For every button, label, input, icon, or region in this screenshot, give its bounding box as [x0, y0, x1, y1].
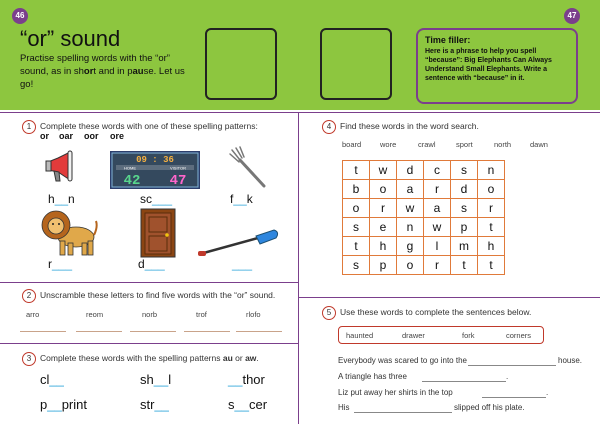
sentence-4-start: His — [338, 403, 350, 412]
exercise-2-number: 2 — [22, 289, 36, 303]
word-d: d___ — [138, 257, 165, 271]
exercise-4-instruction: Find these words in the word search. — [340, 121, 479, 131]
grid-cell[interactable]: r — [370, 199, 397, 218]
grid-cell[interactable]: h — [478, 237, 505, 256]
grid-cell[interactable]: b — [343, 180, 370, 199]
bank-word-fork: fork — [462, 331, 475, 340]
exercise-1-number: 1 — [22, 120, 36, 134]
lion-picture — [40, 207, 98, 257]
answer-line-5[interactable] — [236, 331, 282, 332]
pattern-ore: ore — [110, 131, 125, 141]
sentence-2-blank[interactable] — [422, 381, 506, 382]
exercise-3-number: 3 — [22, 352, 36, 366]
horn-picture — [42, 150, 78, 184]
grid-cell[interactable]: t — [478, 218, 505, 237]
scoreboard-picture — [110, 151, 200, 189]
sentence-3-blank[interactable] — [482, 397, 546, 398]
grid-cell[interactable]: m — [451, 237, 478, 256]
scoreboard-home-score: 42 — [123, 173, 141, 189]
grid-cell[interactable]: g — [397, 237, 424, 256]
empty-box-1[interactable] — [205, 28, 277, 100]
grid-cell[interactable]: a — [397, 180, 424, 199]
search-word-board: board — [342, 140, 362, 149]
pattern-or: or — [40, 131, 49, 141]
sentence-3-start: Liz put away her shirts in the top — [338, 388, 453, 397]
word-r: r___ — [48, 257, 73, 271]
grid-cell[interactable]: o — [478, 180, 505, 199]
grid-row — [343, 180, 505, 199]
grid-cell[interactable]: t — [478, 256, 505, 275]
grid-cell[interactable]: e — [370, 218, 397, 237]
scoreboard-home-label: HOME — [124, 165, 136, 171]
door-picture — [140, 208, 176, 258]
search-word-wore: wore — [380, 140, 397, 149]
grid-cell[interactable]: w — [424, 218, 451, 237]
grid-cell[interactable]: w — [370, 161, 397, 180]
answer-line-1[interactable] — [20, 331, 66, 332]
fork-picture — [228, 146, 268, 190]
grid-row — [343, 199, 505, 218]
exercise-5-number: 5 — [322, 306, 336, 320]
grid-cell[interactable]: h — [370, 237, 397, 256]
grid-cell[interactable]: o — [343, 199, 370, 218]
scrambled-word-2: reom — [86, 310, 104, 319]
search-word-sport: sport — [456, 140, 473, 149]
sentence-2-end: . — [506, 372, 509, 381]
grid-row — [343, 256, 505, 275]
grid-cell[interactable]: t — [343, 237, 370, 256]
exercise-4-number: 4 — [322, 120, 336, 134]
divider-ex2-ex3 — [0, 343, 298, 344]
word-s-cer: s__cer — [228, 397, 268, 412]
page-title: “or” sound — [20, 26, 121, 51]
grid-cell[interactable]: d — [451, 180, 478, 199]
grid-row — [343, 161, 505, 180]
search-word-north: north — [494, 140, 512, 149]
header-divider — [0, 112, 600, 113]
grid-cell[interactable]: s — [343, 218, 370, 237]
scoreboard-time: 09 : 36 — [136, 155, 174, 165]
word-sh-l: sh__l — [140, 372, 172, 387]
pattern-oar: oar — [59, 131, 74, 141]
grid-cell[interactable]: l — [424, 237, 451, 256]
oar-picture — [196, 228, 280, 258]
bank-word-corners: corners — [506, 331, 532, 340]
grid-cell[interactable]: s — [451, 199, 478, 218]
grid-cell[interactable]: d — [397, 161, 424, 180]
sentence-3-end: . — [546, 388, 549, 397]
bank-word-haunted: haunted — [346, 331, 374, 340]
intro-text: Practise spelling words with the “or” sound, as in short and in pause. Let us go! — [20, 53, 185, 90]
grid-cell[interactable]: a — [424, 199, 451, 218]
word-f-k: f__k — [230, 192, 253, 206]
exercise-1-instruction: Complete these words with one of these spelling patterns: — [40, 121, 258, 131]
word-blank-only: ___ — [232, 257, 253, 271]
grid-cell[interactable]: p — [370, 256, 397, 275]
grid-row — [343, 218, 505, 237]
scrambled-word-1: arro — [26, 310, 40, 319]
grid-cell[interactable]: p — [451, 218, 478, 237]
answer-line-3[interactable] — [130, 331, 176, 332]
search-word-dawn: dawn — [530, 140, 548, 149]
word-sc: sc___ — [140, 192, 173, 206]
exercise-5-instruction: Use these words to complete the sentences below. — [340, 307, 532, 317]
scrambled-word-4: trof — [196, 310, 207, 319]
grid-cell[interactable]: o — [370, 180, 397, 199]
time-filler-title: Time filler: — [425, 35, 471, 45]
grid-cell[interactable]: o — [397, 256, 424, 275]
grid-cell[interactable]: s — [343, 256, 370, 275]
word-search-grid — [342, 160, 505, 275]
grid-cell[interactable]: t — [451, 256, 478, 275]
empty-box-2[interactable] — [320, 28, 392, 100]
grid-cell[interactable]: r — [424, 180, 451, 199]
word-str: str__ — [140, 397, 169, 412]
scoreboard-visitor-label: VISITOR — [170, 165, 186, 171]
bank-word-drawer: drawer — [402, 331, 425, 340]
sentence-4-end: slipped off his plate. — [454, 403, 525, 412]
grid-cell[interactable]: w — [397, 199, 424, 218]
word-thor: __thor — [228, 372, 265, 387]
grid-cell[interactable]: t — [343, 161, 370, 180]
sentence-1-blank[interactable] — [468, 365, 556, 366]
page-divider — [298, 112, 299, 424]
page-number-left: 46 — [12, 8, 28, 24]
sentence-1-end: house. — [558, 356, 583, 365]
grid-cell[interactable]: r — [478, 199, 505, 218]
grid-cell[interactable]: n — [478, 161, 505, 180]
divider-ex4-ex5 — [298, 297, 600, 298]
answer-line-2[interactable] — [76, 331, 122, 332]
grid-cell[interactable]: s — [451, 161, 478, 180]
word-cl: cl__ — [40, 372, 64, 387]
exercise-2-instruction: Unscramble these letters to find five words with the “or” sound. — [40, 290, 276, 300]
scoreboard-visitor-score: 47 — [169, 173, 187, 189]
time-filler-text: Here is a phrase to help you spell “because”: Big Elephants Can Always Understand Small Elephants. Write a sentence with “because” in it. — [425, 48, 552, 82]
pattern-oor: oor — [84, 131, 99, 141]
sentence-4-blank[interactable] — [354, 412, 452, 413]
grid-cell[interactable]: r — [424, 256, 451, 275]
word-p-print: p__print — [40, 397, 87, 412]
grid-cell[interactable]: n — [397, 218, 424, 237]
grid-row — [343, 237, 505, 256]
sentence-1-start: Everybody was scared to go into the — [338, 356, 467, 365]
exercise-3-instruction: Complete these words with the spelling patterns au or aw. — [40, 353, 259, 363]
scrambled-word-5: rlofo — [246, 310, 261, 319]
grid-cell[interactable]: c — [424, 161, 451, 180]
scrambled-word-3: norb — [142, 310, 158, 319]
word-h-n: h__n — [48, 192, 75, 206]
search-word-crawl: crawl — [418, 140, 436, 149]
divider-ex1-ex2 — [0, 282, 298, 283]
page-number-right: 47 — [564, 8, 580, 24]
sentence-2-start: A triangle has three — [338, 372, 407, 381]
time-filler-box — [416, 28, 578, 104]
answer-line-4[interactable] — [184, 331, 230, 332]
